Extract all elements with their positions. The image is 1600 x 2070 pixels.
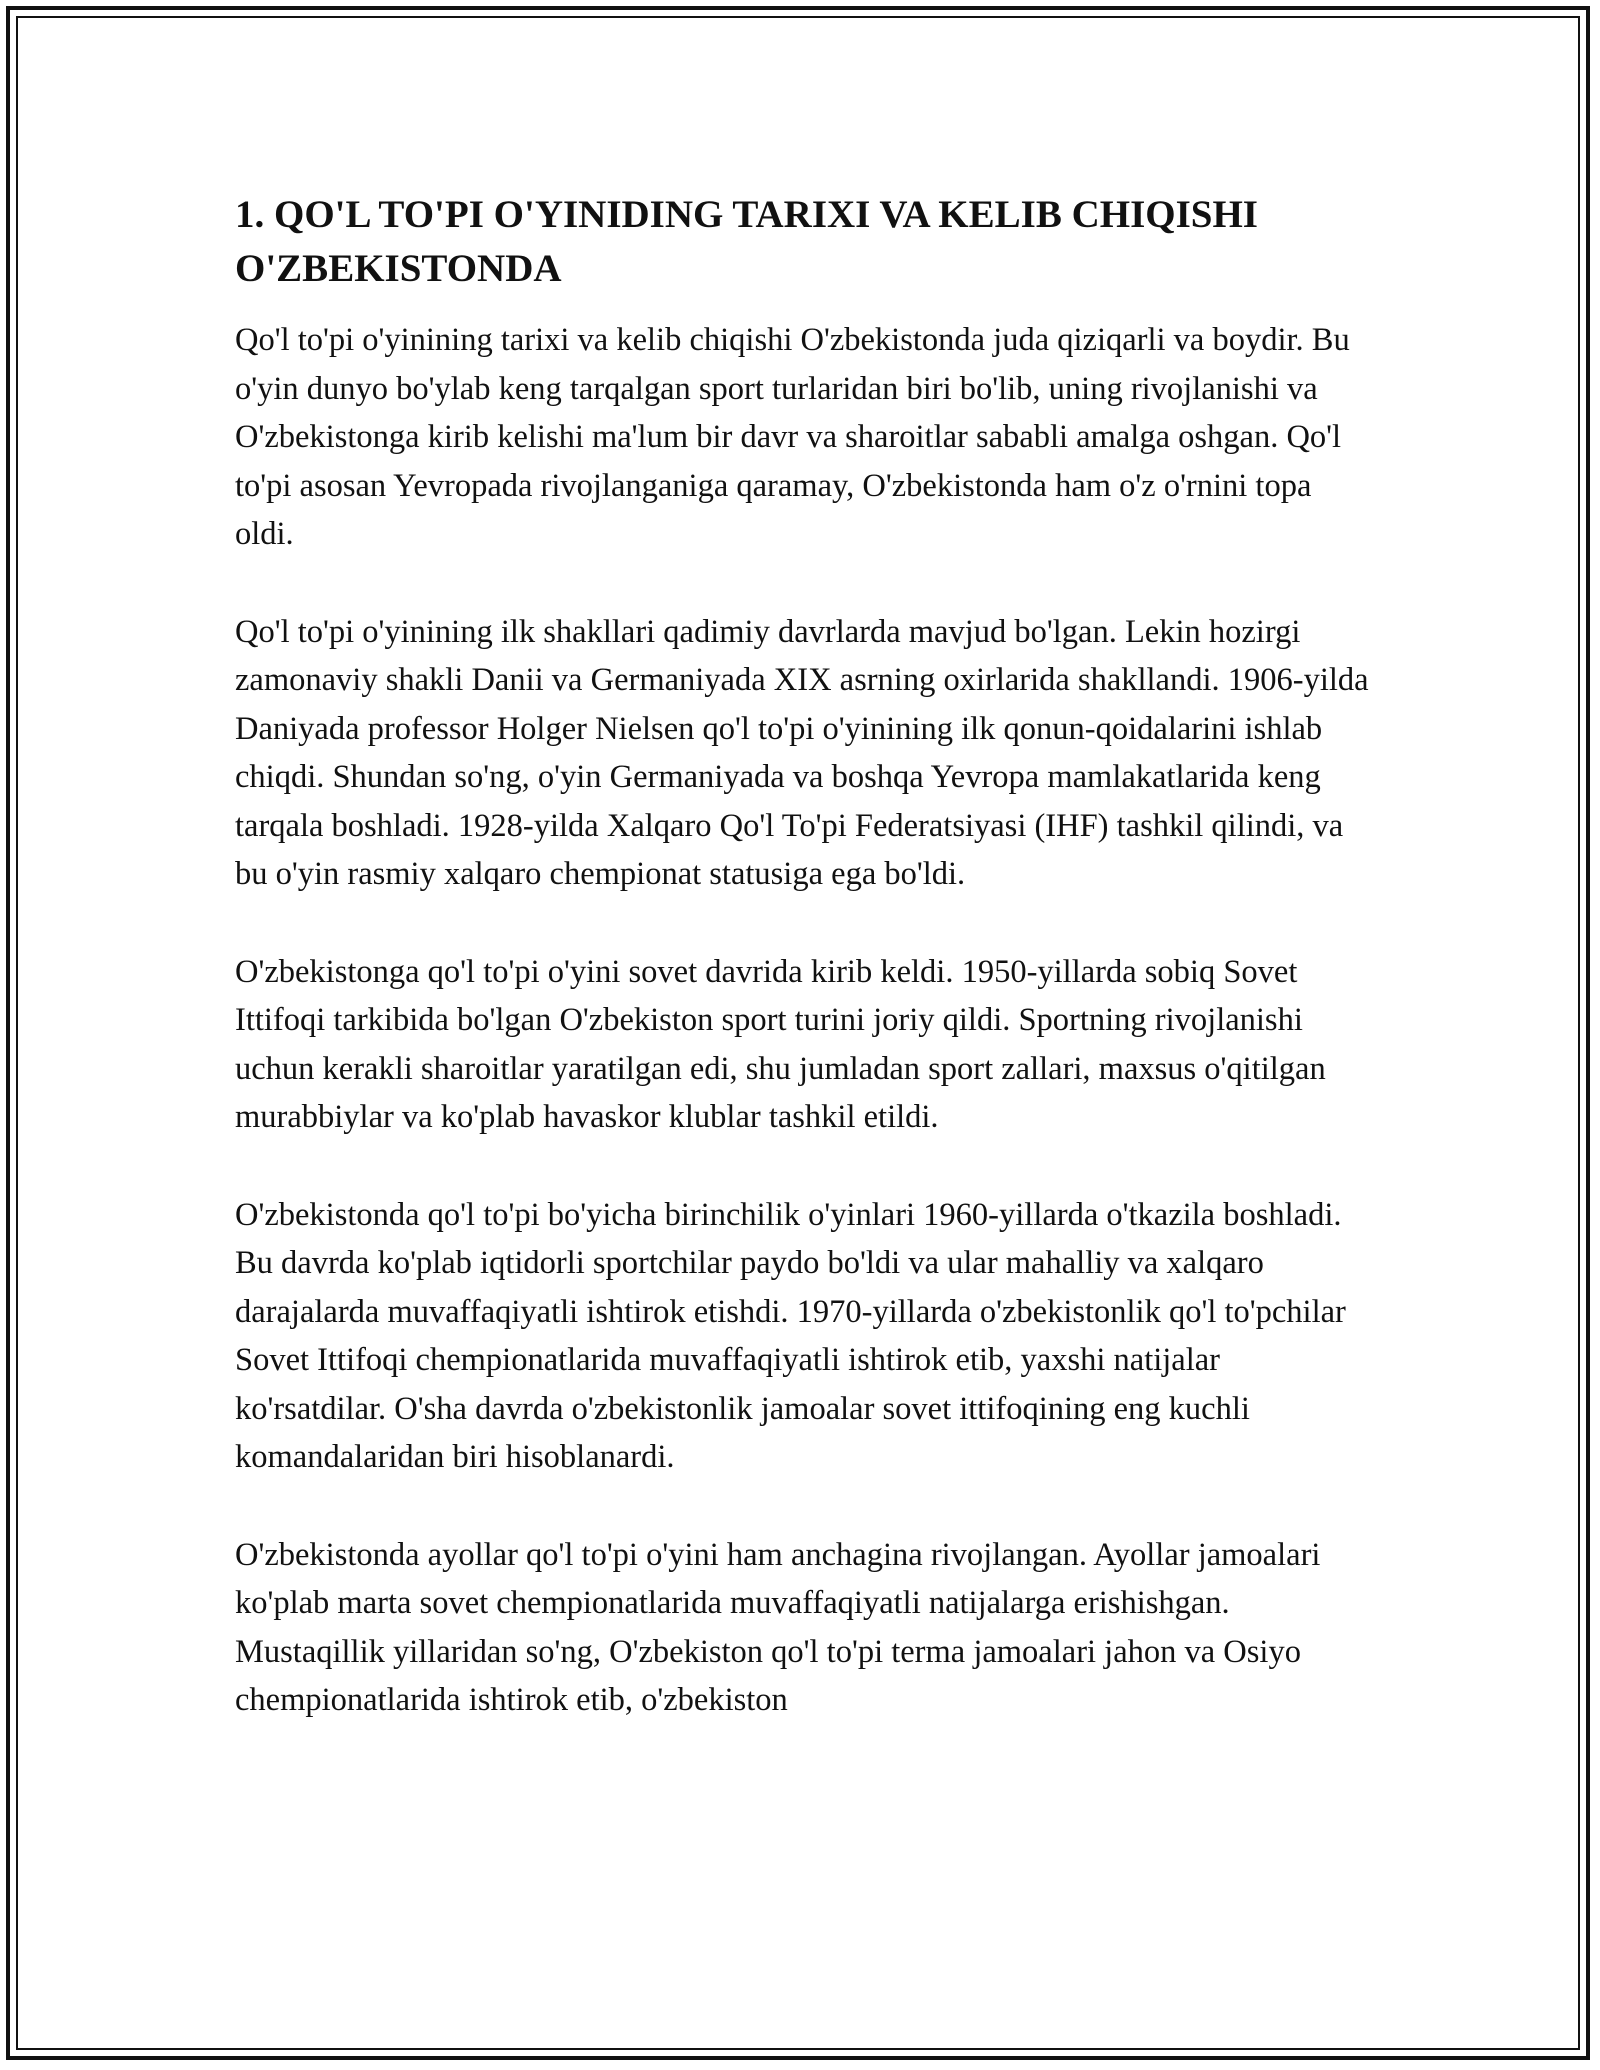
paragraph-1: Qo'l to'pi o'yinining tarixi va kelib chiqishi O'zbekistonda juda qiziqarli va boydir. Bu o'yin dunyo bo'ylab keng tarqalgan sport turlaridan biri bo'lib, uning rivojlanishi va O'zbekistonga kirib kelishi ma'lum bir davr va sharoitlar sababli amalga oshgan. Qo'l to'pi asosan Yevropada rivojlanganiga qaramay, O'zbekistonda ham o'z o'rnini topa oldi. (235, 322, 1350, 552)
section-title: 1. QO'L TO'PI O'YINIDING TARIXI VA KELIB CHIQISHI O'ZBEKISTONDA (235, 193, 1258, 290)
paragraph-5: O'zbekistonda ayollar qo'l to'pi o'yini ham anchagina rivojlangan. Ayollar jamoalari ko'plab marta sovet chempionatlarida muvaffaqiyatli natijalarga erishishgan. Mustaqillik yillaridan so'ng, O'zbekiston qo'l to'pi terma jamoalari jahon va Osiyo chempionatlarida ishtirok etib, o'zbekiston (235, 1536, 1321, 1718)
paragraph-2: Qo'l to'pi o'yinining ilk shakllari qadimiy davrlarda mavjud bo'lgan. Lekin hozirgi zamonaviy shakli Danii va Germaniyada XIX asrning oxirlarida shakllandi. 1906-yilda Daniyada professor Holger Nielsen qo'l to'pi o'yinining ilk qonun-qoidalarini ishlab chiqdi. Shundan so'ng, o'yin Germaniyada va boshqa Yevropa mamlakatlarida keng tarqala boshladi. 1928-yilda Xalqaro Qo'l To'pi Federatsiyasi (IHF) tashkil qilindi, va bu o'yin rasmiy xalqaro chempionat statusiga ega bo'ldi. (235, 613, 1369, 892)
paragraph-3: O'zbekistonga qo'l to'pi o'yini sovet davrida kirib keldi. 1950-yillarda sobiq Sovet Ittifoqi tarkibida bo'lgan O'zbekiston sport turini joriy qildi. Sportning rivojlanishi uchun kerakli sharoitlar yaratilgan edi, shu jumladan sport zallari, maxsus o'qitilgan murabbiylar va ko'plab havaskor klublar tashkil etildi. (235, 953, 1326, 1135)
paragraph-4: O'zbekistonda qo'l to'pi bo'yicha birinchilik o'yinlari 1960-yillarda o'tkazila boshladi. Bu davrda ko'plab iqtidorli sportchilar paydo bo'ldi va ular mahalliy va xalqaro darajalarda muvaffaqiyatli ishtirok etishdi. 1970-yillarda o'zbekistonlik qo'l to'pchilar Sovet Ittifoqi chempionatlarida muvaffaqiyatli ishtirok etib, yaxshi natijalar ko'rsatdilar. O'sha davrda o'zbekistonlik jamoalar sovet ittifoqining eng kuchli komandalaridan biri hisoblanardi. (235, 1196, 1346, 1475)
document-body (235, 188, 1375, 1774)
